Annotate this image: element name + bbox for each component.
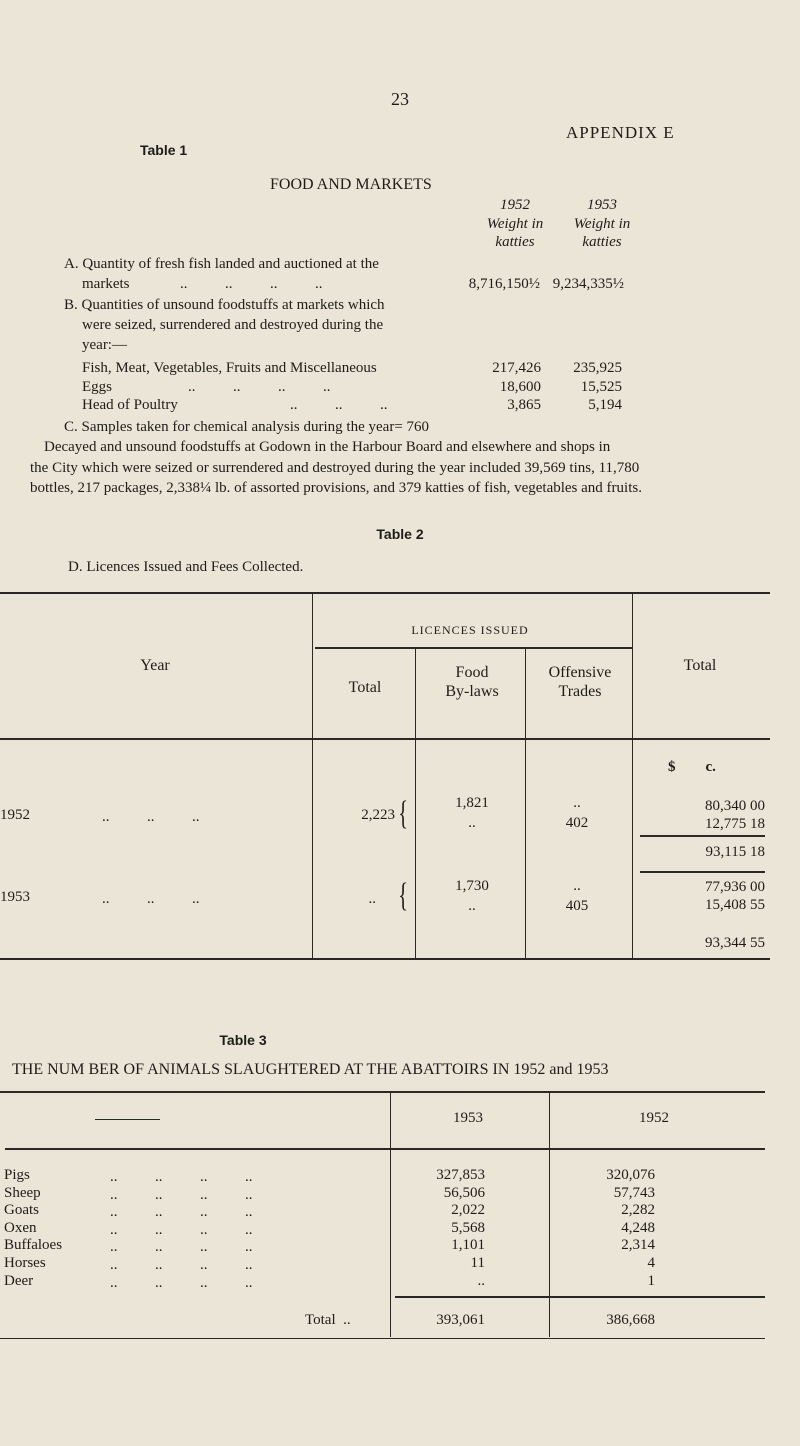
row-total: .. — [368, 891, 376, 907]
row-1952: 18,600 — [499, 379, 541, 395]
row-1953: 5,194 — [588, 397, 622, 413]
row-1953: 15,525 — [580, 379, 622, 395]
paragraph-line: bottles, 217 packages, 2,338¼ lb. of assorted provisions, and 379 katties of fish, vegetables and fruits. — [30, 480, 642, 496]
item-a-line2: markets — [82, 276, 130, 292]
value-1952: 1 — [647, 1272, 655, 1289]
value-1952: 4,248 — [621, 1219, 655, 1236]
header-grand-total: Total — [683, 657, 717, 674]
leader-dots: .. .. .. .. — [188, 379, 331, 395]
table2-caption: D. Licences Issued and Fees Collected. — [68, 559, 304, 575]
row-offensive: 405 — [565, 898, 589, 914]
rule — [632, 592, 633, 958]
row-1952: 217,426 — [492, 360, 541, 376]
animal-name: Horses — [4, 1255, 46, 1271]
animal-name: Oxen — [4, 1219, 37, 1236]
value-1952: 2,282 — [621, 1202, 655, 1219]
brace: { — [398, 795, 409, 832]
value-1952: 4 — [647, 1255, 655, 1271]
animal-name: Buffaloes — [4, 1237, 63, 1254]
table2-label: Table 2 — [376, 526, 424, 542]
leader-dots: .. .. .. .. — [110, 1204, 253, 1221]
row-fee: 12,775 18 — [705, 816, 765, 832]
animal-name: Deer — [4, 1272, 34, 1289]
leader-dots: .. .. .. .. — [110, 1239, 253, 1256]
value-1953: 56,506 — [443, 1184, 485, 1201]
header-1953: 1953 — [453, 1110, 483, 1126]
leader-dots: .. .. .. — [102, 809, 200, 825]
header-year: Year — [140, 657, 170, 674]
page-number: 23 — [391, 89, 409, 109]
row-sum: 93,115 18 — [705, 844, 765, 860]
leader-dots: .. .. .. .. — [180, 276, 323, 292]
appendix-label: APPENDIX E — [566, 123, 675, 142]
table3-title: THE NUM BER OF ANIMALS SLAUGHTERED AT THE ABATTOIRS IN 1952 and 1953 — [12, 1061, 609, 1078]
row-fee: 77,936 00 — [705, 879, 765, 895]
item-b-line2: were seized, surrendered and destroyed during the — [82, 317, 384, 333]
leader-dots: .. .. .. .. — [110, 1274, 253, 1291]
item-a-1953: 9,234,335½ — [552, 276, 624, 292]
item-c: C. Samples taken for chemical analysis during the year= 760 — [64, 419, 430, 435]
col-unit: Weight in — [573, 216, 631, 232]
header-offensive: Trades — [558, 683, 602, 700]
total-1953: 393,061 — [436, 1312, 485, 1328]
header-total: Total — [348, 679, 382, 696]
rule — [0, 1338, 765, 1339]
rule — [0, 738, 770, 740]
row-offensive: .. — [573, 878, 581, 894]
row-label: Head of Poultry — [82, 397, 178, 413]
rule — [315, 647, 632, 649]
col-unit: katties — [495, 234, 535, 250]
rule — [395, 1296, 765, 1298]
header-offensive: Offensive — [548, 664, 612, 681]
col-unit: katties — [582, 234, 622, 250]
row-food: .. — [468, 898, 476, 914]
col-year: 1952 — [500, 197, 530, 213]
row-1952: 3,865 — [507, 397, 541, 413]
value-1953: 2,022 — [451, 1202, 485, 1219]
row-sum: 93,344 55 — [705, 935, 765, 951]
row-year: 1953 — [0, 889, 30, 905]
header-licences-issued: LICENCES ISSUED — [411, 623, 529, 637]
table1-title: FOOD AND MARKETS — [270, 176, 432, 193]
rule — [312, 592, 313, 958]
row-year: 1952 — [0, 807, 30, 823]
value-1953: 1,101 — [451, 1237, 485, 1254]
animal-name: Pigs — [4, 1167, 30, 1183]
animal-name: Goats — [4, 1202, 39, 1219]
row-1953: 235,925 — [573, 360, 622, 376]
rule — [549, 1091, 550, 1337]
brace: { — [398, 877, 409, 914]
row-fee: 15,408 55 — [705, 897, 765, 913]
paragraph-line: the City which were seized or surrendered and destroyed during the year included 39,569 tins, 11,780 — [30, 460, 640, 476]
blank-header-dash — [95, 1119, 160, 1120]
row-food: 1,821 — [455, 795, 489, 811]
leader-dots: .. .. .. .. — [110, 1221, 253, 1238]
leader-dots: .. .. .. — [102, 891, 200, 907]
row-food: 1,730 — [455, 878, 489, 894]
col-unit: Weight in — [486, 216, 544, 232]
row-offensive: .. — [573, 795, 581, 811]
row-food: .. — [468, 815, 476, 831]
total-1952: 386,668 — [606, 1312, 655, 1328]
rule — [525, 648, 526, 958]
col-year: 1953 — [587, 197, 617, 213]
rule — [640, 871, 765, 873]
animal-name: Sheep — [4, 1184, 41, 1201]
rule — [640, 835, 765, 837]
item-b-line3: year:— — [82, 337, 127, 353]
item-a-1952: 8,716,150½ — [468, 276, 540, 292]
header-food: Food — [455, 664, 489, 681]
table3-label: Table 3 — [219, 1032, 267, 1048]
total-label: Total .. — [305, 1312, 351, 1328]
rule — [0, 958, 770, 960]
value-1952: 2,314 — [621, 1237, 655, 1254]
header-food: By-laws — [445, 683, 499, 700]
rule — [390, 1091, 391, 1337]
value-1953: 327,853 — [436, 1167, 485, 1183]
row-label: Fish, Meat, Vegetables, Fruits and Miscellaneous — [82, 360, 377, 376]
value-1953: .. — [477, 1272, 485, 1289]
rule — [0, 1091, 765, 1093]
header-1952: 1952 — [639, 1110, 669, 1126]
row-fee: 80,340 00 — [705, 798, 765, 814]
value-1952: 320,076 — [606, 1167, 655, 1183]
rule — [5, 1148, 765, 1150]
leader-dots: .. .. .. .. — [110, 1169, 253, 1185]
rule — [415, 648, 416, 958]
row-label: Eggs — [82, 379, 112, 395]
value-1952: 57,743 — [613, 1184, 655, 1201]
rule — [0, 592, 770, 594]
row-total: 2,223 — [361, 807, 395, 823]
value-1953: 11 — [470, 1255, 485, 1271]
currency-header: $ c. — [668, 759, 716, 775]
paragraph-line: Decayed and unsound foodstuffs at Godown in the Harbour Board and elsewhere and shops in — [44, 439, 611, 455]
row-offensive: 402 — [565, 815, 589, 831]
leader-dots: .. .. .. — [290, 397, 388, 413]
item-a-line1: A. Quantity of fresh fish landed and auctioned at the — [64, 256, 379, 272]
table1-label: Table 1 — [140, 142, 188, 158]
leader-dots: .. .. .. .. — [110, 1257, 253, 1273]
item-b-line1: B. Quantities of unsound foodstuffs at markets which — [64, 297, 385, 313]
value-1953: 5,568 — [451, 1219, 485, 1236]
leader-dots: .. .. .. .. — [110, 1186, 253, 1203]
